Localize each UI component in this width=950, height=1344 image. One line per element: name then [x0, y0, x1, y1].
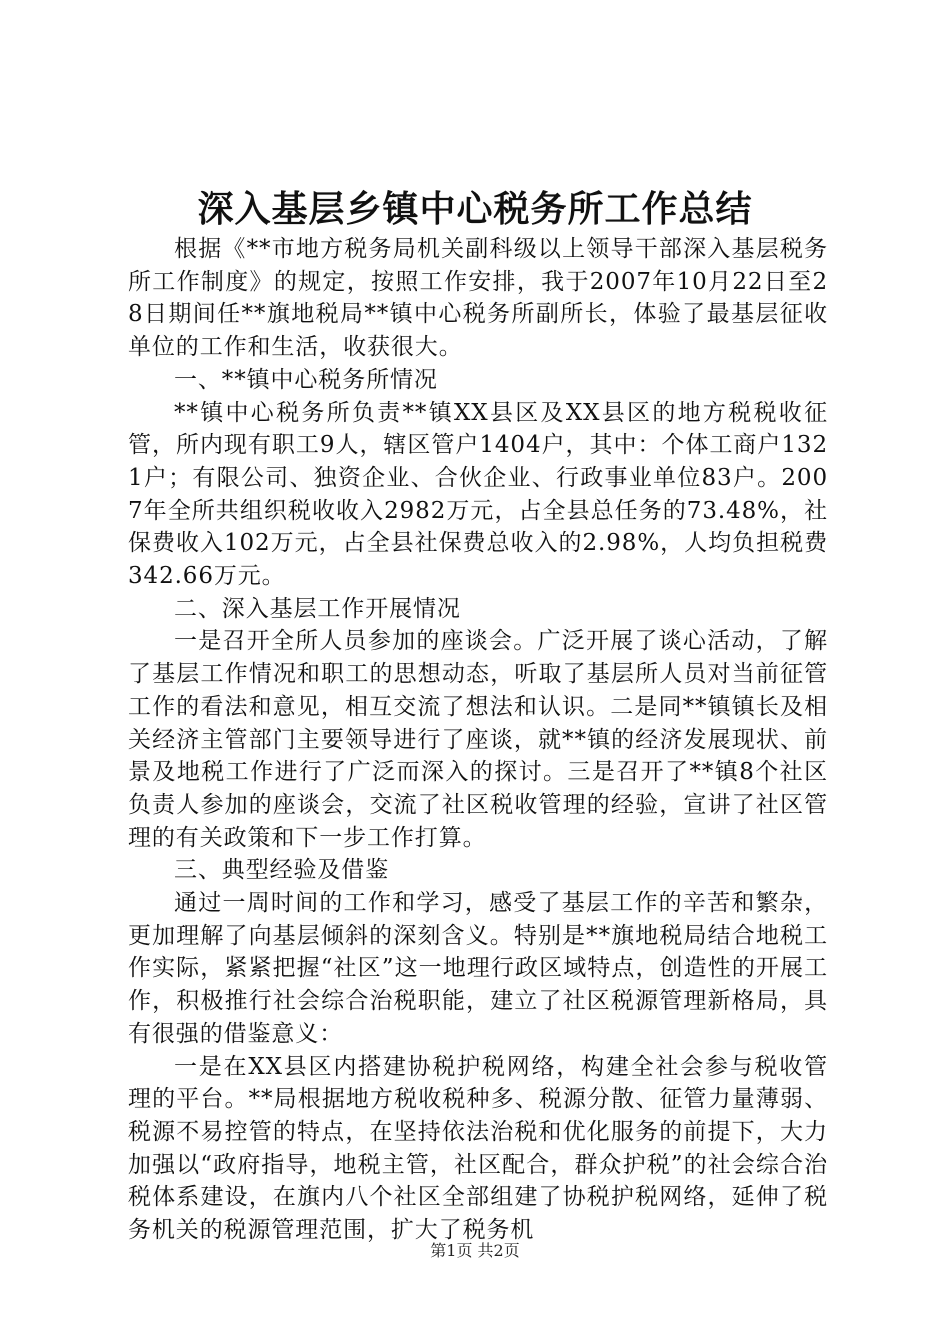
paragraph-office-overview: **镇中心税务所负责**镇XX县区及XX县区的地方税税收征管，所内现有职工9人，辖区管户1404户，其中：个体工商户1321户；有限公司、独资企业、合伙企业、行政事业单位83户。2007年全所共组织税收收入2982万元，占全县总任务的73.48%，社保费收入102万元，占全县社保费总收入的2.98%，人均负担税费342.66万元。	[128, 399, 828, 590]
document-body	[128, 233, 828, 1247]
paragraph-experience: 通过一周时间的工作和学习，感受了基层工作的辛苦和繁杂，更加理解了向基层倾斜的深刻含义。特别是**旗地税局结合地税工作实际，紧紧把握“社区”这一地理行政区域特点，创造性的开展工作，积极推行社会综合治税职能，建立了社区税源管理新格局，具有很强的借鉴意义：	[128, 890, 828, 1047]
page-number-footer: 第1页 共2页	[430, 1241, 520, 1260]
section-heading-1: 一、**镇中心税务所情况	[174, 366, 438, 393]
paragraph-network: 一是在XX县区内搭建协税护税网络，构建全社会参与税收管理的平台。**局根据地方税收税种多、税源分散、征管力量薄弱、税源不易控管的特点，在坚持依法治税和优化服务的前提下，大力加强以“政府指导，地税主管，社区配合，群众护税”的社会综合治税体系建设，在旗内八个社区全部组建了协税护税网络，延伸了税务机关的税源管理范围，扩大了税务机	[128, 1053, 828, 1244]
paragraph-work-activities: 一是召开全所人员参加的座谈会。广泛开展了谈心活动，了解了基层工作情况和职工的思想动态，听取了基层所人员对当前征管工作的看法和意见，相互交流了想法和认识。二是同**镇镇长及相关经济主管部门主要领导进行了座谈，就**镇的经济发展现状、前景及地税工作进行了广泛而深入的探讨。三是召开了**镇8个社区负责人参加的座谈会，交流了社区税收管理的经验，宣讲了社区管理的有关政策和下一步工作打算。	[128, 628, 828, 851]
section-heading-2: 二、深入基层工作开展情况	[174, 595, 461, 622]
document-title: 深入基层乡镇中心税务所工作总结	[197, 189, 753, 230]
paragraph-intro: 根据《**市地方税务局机关副科级以上领导干部深入基层税务所工作制度》的规定，按照工作安排，我于2007年10月22日至28日期间任**旗地税局**镇中心税务所副所长，体验了最基层征收单位的工作和生活，收获很大。	[128, 236, 828, 361]
section-heading-3: 三、典型经验及借鉴	[174, 857, 390, 884]
